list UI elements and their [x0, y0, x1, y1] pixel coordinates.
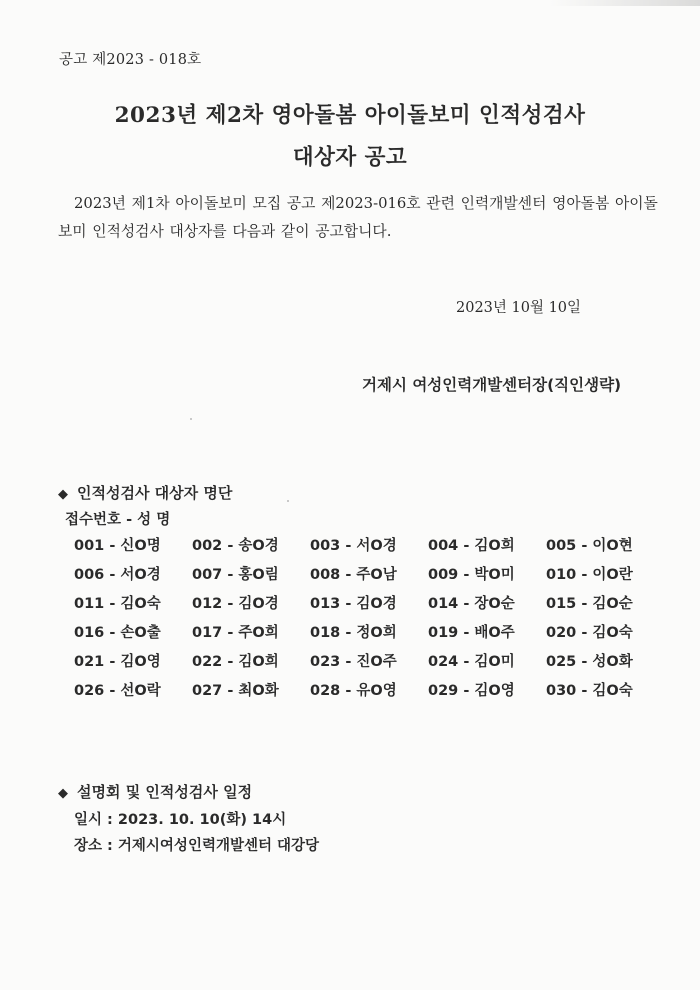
- candidate-entry: 014 - 장O순: [428, 596, 515, 612]
- candidate-entry: 030 - 김O숙: [546, 683, 633, 699]
- diamond-bullet-icon: ◆: [58, 487, 68, 502]
- candidate-entry: 016 - 손O출: [74, 625, 161, 641]
- candidate-roster: [74, 534, 674, 708]
- candidate-entry: 015 - 김O순: [546, 596, 633, 612]
- roster-row: [74, 650, 674, 679]
- candidate-entry: 017 - 주O희: [192, 625, 279, 641]
- candidate-entry: 021 - 김O영: [74, 654, 161, 670]
- roster-row: [74, 621, 674, 650]
- document-title-line-1: 2023년 제2차 영아돌봄 아이돌보미 인적성검사: [114, 103, 586, 128]
- candidate-entry: 024 - 김O미: [428, 654, 515, 670]
- candidate-entry: 026 - 선O락: [74, 683, 161, 699]
- schedule-heading-text: 설명회 및 인적성검사 일정: [77, 783, 253, 801]
- announcement-body: 2023년 제1차 아이돌보미 모집 공고 제2023-016호 관련 인력개발센터 영아돌봄 아이돌보미 인적성검사 대상자를 다음과 같이 공고합니다.: [58, 195, 658, 240]
- candidate-entry: 009 - 박O미: [428, 567, 515, 583]
- candidate-entry: 019 - 배O주: [428, 625, 515, 641]
- diamond-bullet-icon: ◆: [58, 786, 68, 801]
- roster-row: [74, 563, 674, 592]
- candidate-entry: 023 - 진O주: [310, 654, 397, 670]
- candidate-entry: 025 - 성O화: [546, 654, 633, 670]
- candidate-entry: 004 - 김O희: [428, 538, 515, 554]
- notice-number: 공고 제2023 - 018호: [59, 52, 202, 68]
- candidate-entry: 002 - 송O경: [192, 538, 279, 554]
- candidate-entry: 011 - 김O숙: [74, 596, 161, 612]
- candidate-entry: 018 - 정O희: [310, 625, 397, 641]
- schedule-datetime: 일시 : 2023. 10. 10(화) 14시: [74, 812, 287, 828]
- candidate-entry: 020 - 김O숙: [546, 625, 633, 641]
- candidate-entry: 029 - 김O영: [428, 683, 515, 699]
- roster-row: [74, 592, 674, 621]
- document-title-line-2: 대상자 공고: [292, 145, 408, 170]
- column-header: 접수번호 - 성 명: [65, 512, 171, 528]
- candidate-entry: 005 - 이O현: [546, 538, 633, 554]
- candidate-entry: 013 - 김O경: [310, 596, 397, 612]
- candidate-entry: 006 - 서O경: [74, 567, 161, 583]
- candidate-entry: 008 - 주O남: [310, 567, 397, 583]
- candidate-list-heading-text: 인적성검사 대상자 명단: [77, 484, 233, 502]
- schedule-place: 장소 : 거제시여성인력개발센터 대강당: [74, 838, 320, 854]
- roster-row: [74, 534, 674, 563]
- scan-speck: [287, 500, 289, 502]
- roster-row: [74, 679, 674, 708]
- candidate-entry: 027 - 최O화: [192, 683, 279, 699]
- candidate-entry: 022 - 김O희: [192, 654, 279, 670]
- candidate-entry: 007 - 홍O림: [192, 567, 279, 583]
- candidate-entry: 012 - 김O경: [192, 596, 279, 612]
- candidate-entry: 003 - 서O경: [310, 538, 397, 554]
- candidate-list-heading: [58, 482, 232, 503]
- scan-edge-shadow: [550, 0, 700, 6]
- candidate-entry: 028 - 유O영: [310, 683, 397, 699]
- scan-speck: [190, 418, 192, 420]
- announcement-date: 2023년 10월 10일: [456, 300, 582, 316]
- candidate-entry: 001 - 신O명: [74, 538, 161, 554]
- candidate-entry: 010 - 이O란: [546, 567, 633, 583]
- issuer-signature: 거제시 여성인력개발센터장(직인생략): [362, 376, 622, 394]
- schedule-heading: [58, 781, 252, 802]
